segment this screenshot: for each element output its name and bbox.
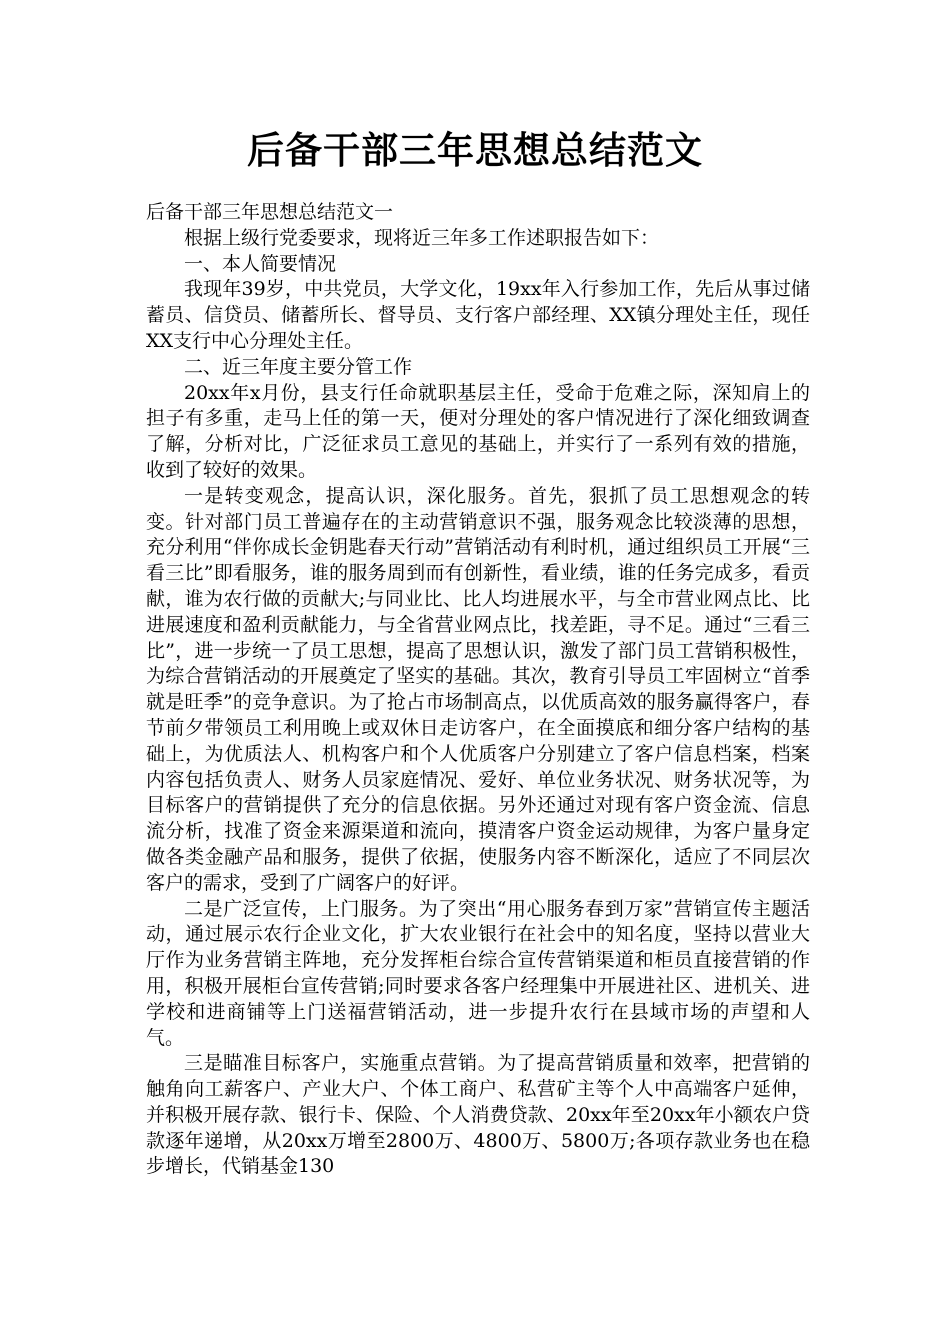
document-body — [146, 200, 810, 1180]
point-one-paragraph: 一是转变观念，提高认识，深化服务。首先，狠抓了员工思想观念的转变。针对部门员工普遍存在的主动营销意识不强，服务观念比较淡薄的思想，充分利用“伴你成长金钥匙春天行动”营销活动有利时机，通过组织员工开展“三看三比”即看服务，谁的服务周到而有创新性，看业绩，谁的任务完成多，看贡献，谁为农行做的贡献大;与同业比、比人均进展水平，与全市营业网点比、比进展速度和盈利贡献能力，与全省营业网点比，找差距，寻不足。通过“三看三比”，进一步统一了员工思想，提高了思想认识，激发了部门员工营销积极性，为综合营销活动的开展奠定了坚实的基础。其次，教育引导员工牢固树立“首季就是旺季”的竞争意识。为了抢占市场制高点，以优质高效的服务赢得客户，春节前夕带领员工利用晚上或双休日走访客户，在全面摸底和细分客户结构的基础上，为优质法人、机构客户和个人优质客户分别建立了客户信息档案，档案内容包括负责人、财务人员家庭情况、爱好、单位业务状况、财务状况等，为目标客户的营销提供了充分的信息依据。另外还通过对现有客户资金流、信息流分析，找准了资金来源渠道和流向，摸清客户资金运动规律，为客户量身定做各类金融产品和服务，提供了依据，使服务内容不断深化，适应了不同层次客户的需求，受到了广阔客户的好评。 — [146, 484, 810, 894]
personal-info-paragraph: 我现年39岁，中共党员，大学文化，19xx年入行参加工作，先后从事过储蓄员、信贷员、储蓄所长、督导员、支行客户部经理、XX镇分理处主任，现任XX支行中心分理处主任。 — [146, 278, 810, 352]
appointment-paragraph: 20xx年x月份，县支行任命就职基层主任，受命于危难之际，深知肩上的担子有多重，走马上任的第一天，便对分理处的客户情况进行了深化细致调查了解，分析对比，广泛征求员工意见的基础上，并实行了一系列有效的措施，收到了较好的效果。 — [146, 381, 810, 481]
document-title: 后备干部三年思想总结范文 — [247, 129, 703, 172]
subtitle-paragraph: 后备干部三年思想总结范文一 — [146, 201, 394, 223]
point-three-paragraph: 三是瞄准目标客户，实施重点营销。为了提高营销质量和效率，把营销的触角向工薪客户、产业大户、个体工商户、私营矿主等个人中高端客户延伸，并积极开展存款、银行卡、保险、个人消费贷款、20xx年至20xx年小额农户贷款逐年递增，从20xx万增至2800万、4800万、5800万;各项存款业务也在稳步增长，代销基金130 — [146, 1052, 810, 1178]
section-heading-1: 一、本人简要情况 — [184, 252, 337, 275]
section-heading-2: 二、近三年度主要分管工作 — [184, 355, 413, 378]
intro-paragraph: 根据上级行党委要求，现将近三年多工作述职报告如下： — [184, 226, 660, 249]
point-two-paragraph: 二是广泛宣传，上门服务。为了突出“用心服务春到万家”营销宣传主题活动，通过展示农行企业文化，扩大农业银行在社会中的知名度，坚持以营业大厅作为业务营销主阵地，充分发挥柜台综合宣传营销渠道和柜员直接营销的作用，积极开展柜台宣传营销;同时要求各客户经理集中开展进社区、进机关、进学校和进商铺等上门送福营销活动，进一步提升农行在县域市场的声望和人气。 — [146, 897, 810, 1049]
